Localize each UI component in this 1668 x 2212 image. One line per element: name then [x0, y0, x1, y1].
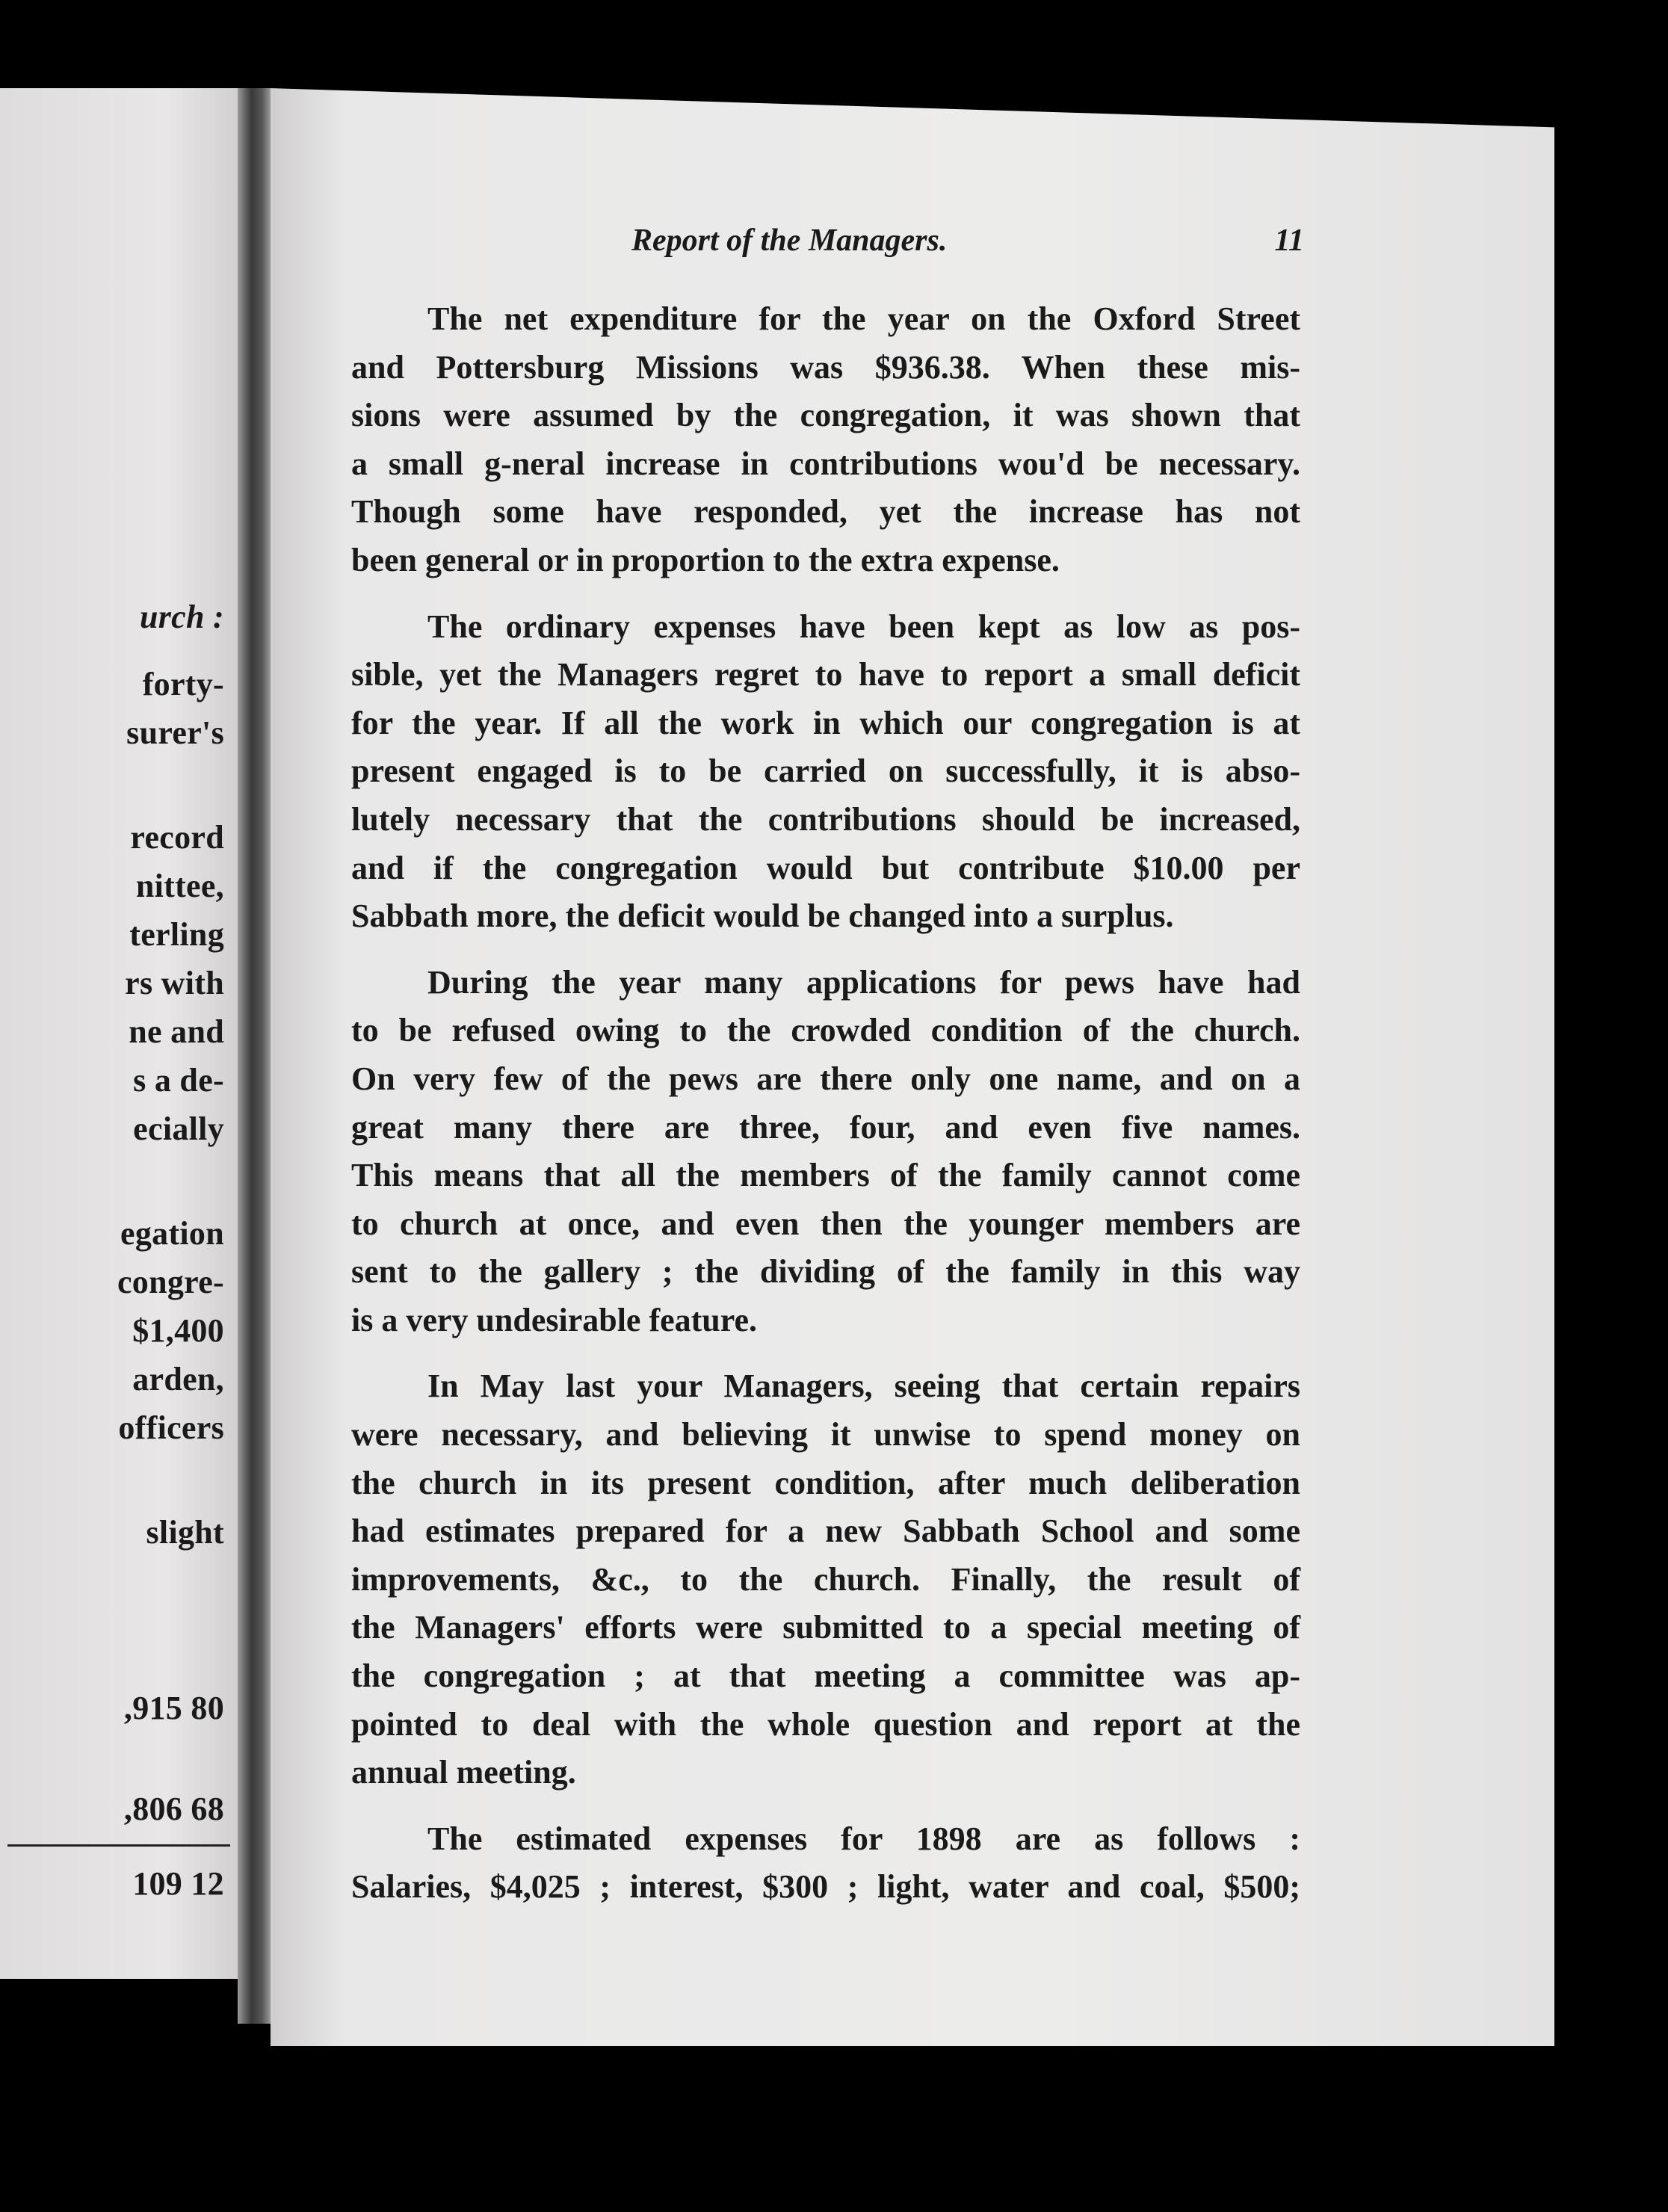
left-page-line: 109 12	[132, 1865, 224, 1902]
text-line: for the year. If all the work in which our congregation is at	[351, 704, 1300, 741]
left-page-line: surer's	[126, 714, 224, 751]
text-line: great many there are three, four, and even five names.	[351, 1108, 1300, 1146]
text-line: The ordinary expenses have been kept as low as pos-	[427, 608, 1300, 645]
text-line: the congregation ; at that meeting a committee was ap-	[351, 1658, 1300, 1695]
text-line: to church at once, and even then the younger members are	[351, 1205, 1300, 1242]
text-line: lutely necessary that the contributions should be increased,	[351, 800, 1300, 838]
left-page-line: forty-	[142, 666, 224, 702]
left-page-line: rs with	[125, 965, 224, 1001]
text-line: sent to the gallery ; the dividing of the family in this way	[351, 1253, 1300, 1291]
text-line: This means that all the members of the family cannot come	[351, 1157, 1300, 1194]
text-line: had estimates prepared for a new Sabbath School and some	[351, 1513, 1300, 1550]
left-page-line: ,915 80	[123, 1690, 224, 1726]
left-page-line: congre-	[117, 1264, 224, 1300]
text-line: were necessary, and believing it unwise to spend money on	[351, 1416, 1300, 1453]
text-line: been general or in proportion to the extra expense.	[351, 541, 1060, 578]
text-line: annual meeting.	[351, 1754, 576, 1791]
text-line: and if the congregation would but contribute $10.00 per	[351, 849, 1300, 886]
left-page-line: ecially	[133, 1110, 224, 1147]
running-title: Report of the Managers.	[631, 223, 948, 258]
text-line: Sabbath more, the deficit would be changed into a surplus.	[351, 898, 1174, 935]
text-line: In May last your Managers, seeing that certain repairs	[427, 1368, 1300, 1405]
page-number: 11	[1274, 223, 1304, 258]
text-line: the Managers' efforts were submitted to a special meeting of	[351, 1609, 1300, 1646]
body-text	[351, 295, 1300, 1930]
text-line: Salaries, $4,025 ; interest, $300 ; light, water and coal, $500;	[351, 1868, 1300, 1906]
text-line: sible, yet the Managers regret to have to report a small deficit	[351, 656, 1300, 693]
left-page-line: ne and	[129, 1013, 224, 1050]
page-header	[351, 223, 1304, 260]
left-page-line: record	[130, 819, 224, 856]
paragraph	[351, 295, 1300, 585]
left-page-line: urch :	[139, 599, 224, 635]
left-page-line: arden,	[132, 1361, 224, 1397]
paragraph	[351, 1362, 1300, 1797]
text-line: pointed to deal with the whole question and report at the	[351, 1705, 1300, 1743]
paragraph	[351, 603, 1300, 941]
text-line: During the year many applications for pews have had	[427, 963, 1300, 1001]
text-line: a small g-neral increase in contributions wou'd be necessary.	[351, 445, 1300, 482]
total-rule	[7, 1844, 230, 1847]
text-line: to be refused owing to the crowded condition of the church.	[351, 1012, 1300, 1049]
text-line: The estimated expenses for 1898 are as follows :	[427, 1820, 1300, 1857]
paragraph	[351, 1815, 1300, 1912]
text-line: Though some have responded, yet the increase has not	[351, 493, 1300, 531]
left-page-line: terling	[129, 916, 224, 953]
text-line: present engaged is to be carried on successfully, it is abso-	[351, 753, 1300, 790]
left-page-line: s a de-	[133, 1062, 224, 1099]
text-line: the church in its present condition, after much deliberation	[351, 1464, 1300, 1501]
paragraph	[351, 959, 1300, 1345]
left-page-line: $1,400	[132, 1312, 224, 1349]
left-page-line: egation	[120, 1215, 224, 1252]
left-page-line: nittee,	[135, 868, 224, 904]
text-line: On very few of the pews are there only one name, and on a	[351, 1060, 1300, 1097]
text-line: The net expenditure for the year on the Oxford Street	[427, 300, 1300, 337]
text-line: improvements, &c., to the church. Finally, the result of	[351, 1560, 1300, 1598]
left-page-line: ,806 68	[123, 1791, 224, 1827]
left-page-line: slight	[146, 1514, 224, 1551]
left-page-line: officers	[118, 1409, 224, 1446]
text-line: sions were assumed by the congregation, it was shown that	[351, 397, 1300, 434]
text-line: is a very undesirable feature.	[351, 1301, 758, 1338]
left-page	[0, 88, 238, 1979]
text-line: and Pottersburg Missions was $936.38. When these mis-	[351, 348, 1300, 386]
book-spine	[238, 88, 272, 2024]
